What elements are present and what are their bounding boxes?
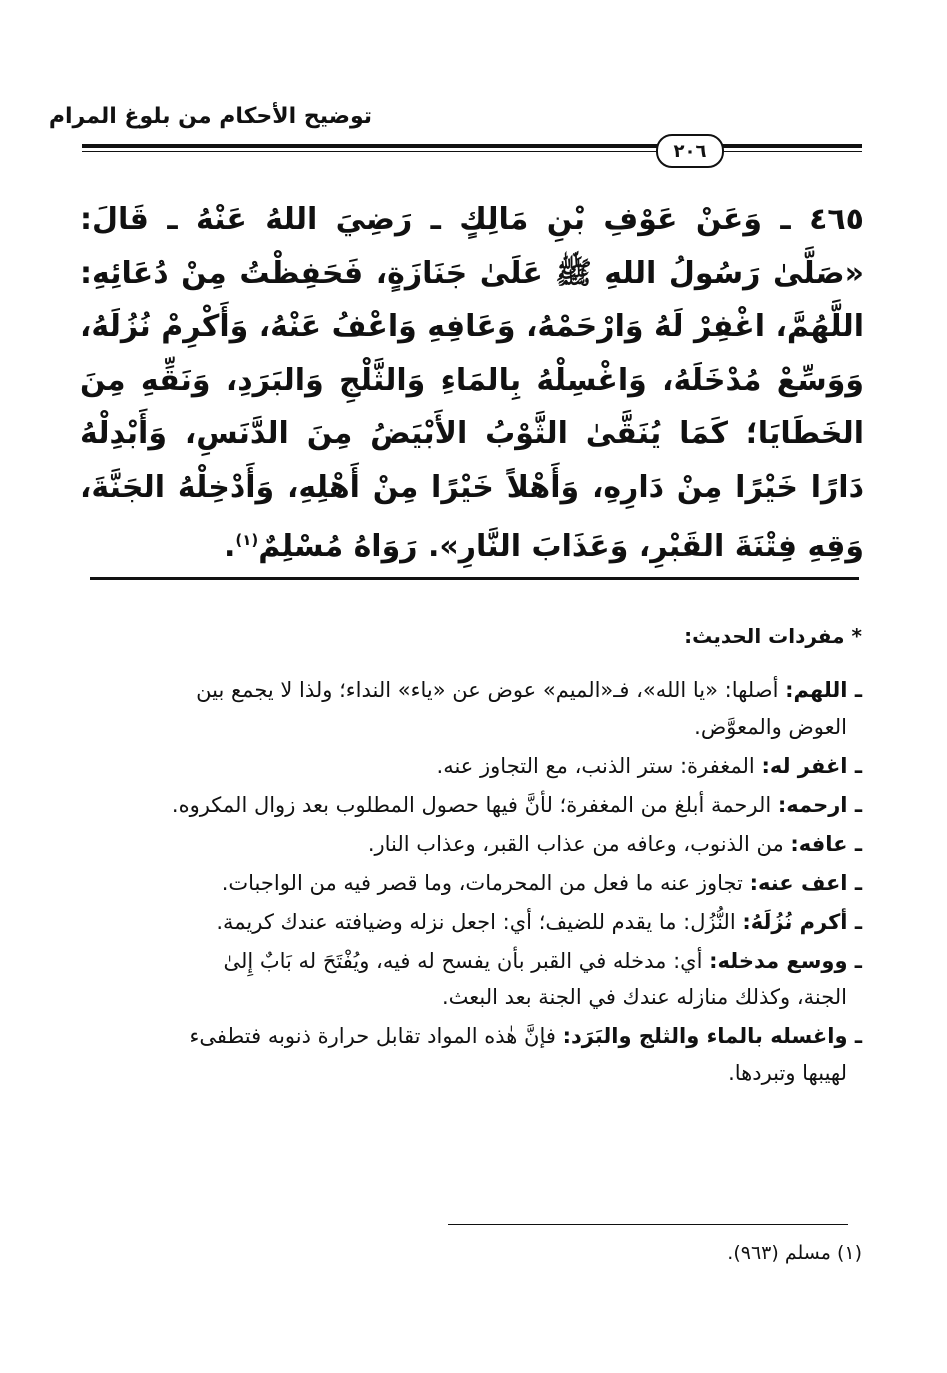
footnote-number: (١) [836, 1242, 862, 1264]
section-divider [90, 577, 859, 580]
hadith-period: . [224, 529, 236, 564]
vocabulary-definition: النُّزُل: ما يقدم للضيف؛ أي: اجعل نزله وضيافته عندك كريمة. [216, 909, 736, 934]
vocabulary-definition: الرحمة أبلغ من المغفرة؛ لأنَّ فيها حصول المطلوب بعد زوال المكروه. [171, 792, 772, 817]
vocabulary-term: ـ واغسله بالماء والثلج والبَرَد: [562, 1024, 862, 1048]
page-number: ٢٠٦ [656, 134, 724, 168]
hadith-number: ٤٦٥ [809, 202, 864, 237]
vocabulary-term: ـ أكرم نُزُلَهُ: [742, 909, 862, 934]
vocabulary-term: ـ اغفر له: [761, 753, 862, 778]
vocabulary-definition: من الذنوب، وعافه من عذاب القبر، وعذاب النار. [367, 831, 784, 856]
footnote [727, 1242, 862, 1264]
hadith-line: ـ وَعَنْ عَوْفِ بْنِ مَالِكٍ ـ رَضِيَ اللهُ عَنْهُ ـ قَالَ: «صَلَّىٰ [80, 202, 864, 291]
footnote-divider [448, 1224, 848, 1225]
hadith-line: بِالمَاءِ وَالثَّلْجِ وَالبَرَدِ، وَنَقِّهِ مِنَ الخَطَايَا؛ كَمَا يُنَقَّىٰ الثَّوْبُ الأَبْيَضُ مِنَ [80, 362, 864, 451]
vocabulary-list [82, 672, 862, 1094]
vocabulary-definition: أصلها: «يا الله»، فـ«الميم» عوض عن «ياء» النداء؛ ولذا لا يجمع بين [196, 678, 779, 702]
vocabulary-term: ـ عافه: [790, 831, 862, 856]
running-title: توضيح الأحكام من بلوغ المرام [48, 104, 372, 129]
vocabulary-definition: تجاوز عنه ما فعل من المحرمات، وما قصر فيه من الواجبات. [221, 870, 743, 895]
hadith-line: رَسُولُ اللهِ ﷺ عَلَىٰ جَنَازَةٍ، فَحَفِظْتُ مِنْ دُعَائِهِ: اللَّهُمَّ، اغْفِرْ لَهُ [80, 255, 865, 344]
vocabulary-item [82, 672, 862, 745]
vocabulary-definition-continued: العوض والمعوَّض. [694, 714, 847, 739]
vocabulary-heading: * مفردات الحديث: [684, 624, 862, 648]
vocabulary-item [82, 943, 862, 1016]
footnote-text: مسلم (٩٦٣). [727, 1242, 831, 1264]
hadith-line: الجَنَّةَ، وَقِهِ فِتْنَةَ القَبْرِ، وَعَذَابَ النَّارِ». رَوَاهُ مُسْلِمٌ [80, 469, 864, 564]
hadith-line: الدَّنَسِ، وَأَبْدِلْهُ دَارًا خَيْرًا مِنْ دَارِهِ، وَأَهْلاً خَيْرًا مِنْ أَهْلِهِ، وَأَدْخِلْهُ [80, 416, 864, 505]
vocabulary-item [82, 904, 862, 941]
hadith-line: وَارْحَمْهُ، وَعَافِهِ وَاعْفُ عَنْهُ، وَأَكْرِمْ نُزُلَهُ، وَوَسِّعْ مُدْخَلَهُ، وَاغْسِلْهُ [80, 309, 864, 398]
vocabulary-item [82, 787, 862, 824]
vocabulary-term: ـ ووسع مدخله: [709, 948, 862, 973]
vocabulary-definition: المغفرة: ستر الذنب، مع التجاوز عنه. [436, 753, 755, 778]
vocabulary-definition-continued: الجنة، وكذلك منازله عندك في الجنة بعد البعث. [441, 985, 847, 1009]
vocabulary-item [82, 1018, 862, 1091]
hadith-text [80, 193, 864, 574]
footnote-marker: (١) [235, 531, 259, 549]
vocabulary-term: ـ ارحمه: [777, 792, 862, 817]
header-rule-thin [82, 151, 862, 152]
header-rule-thick [82, 144, 862, 148]
vocabulary-definition-continued: لهيبها وتبردها. [728, 1060, 847, 1085]
vocabulary-term: ـ اللهم: [785, 678, 862, 702]
vocabulary-item [82, 826, 862, 863]
vocabulary-definition: أي: مدخله في القبر بأن يفسح له فيه، ويُفْتَحَ له بَابٌ إِلىٰ [223, 948, 703, 973]
vocabulary-item [82, 865, 862, 902]
vocabulary-item [82, 748, 862, 785]
vocabulary-term: ـ اعف عنه: [749, 870, 862, 895]
vocabulary-definition: فإنَّ هٰذه المواد تقابل حرارة ذنوبه فتطفىء [189, 1024, 556, 1048]
